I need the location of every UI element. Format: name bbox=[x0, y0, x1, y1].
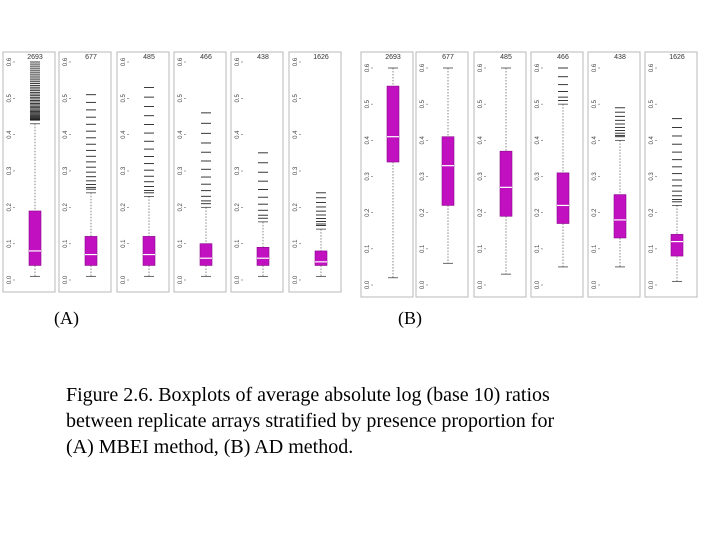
group-count-label: 677 bbox=[85, 54, 97, 61]
panel-0-box-1 bbox=[59, 52, 111, 292]
panel-1-box-2 bbox=[474, 52, 526, 297]
y-tick-label: 0.5 bbox=[63, 94, 69, 103]
y-tick-label: 0.2 bbox=[649, 208, 655, 217]
y-tick-label: 0.1 bbox=[63, 239, 69, 248]
y-tick-label: 0.2 bbox=[365, 208, 371, 217]
iqr-box bbox=[315, 251, 327, 266]
y-tick-label: 0.3 bbox=[592, 172, 598, 181]
iqr-box bbox=[85, 236, 97, 265]
y-tick-label: 0.5 bbox=[365, 99, 371, 109]
iqr-box bbox=[557, 173, 569, 224]
panel-1-box-3 bbox=[531, 52, 583, 297]
iqr-box bbox=[614, 195, 626, 238]
caption-line-3: (A) MBEI method, (B) AD method. bbox=[66, 436, 354, 458]
group-count-label: 485 bbox=[143, 54, 155, 61]
y-tick-label: 0.4 bbox=[649, 136, 655, 145]
y-tick-label: 0.1 bbox=[235, 239, 241, 248]
y-tick-label: 0.0 bbox=[235, 275, 241, 285]
y-tick-label: 0.2 bbox=[478, 208, 484, 217]
y-tick-label: 0.0 bbox=[7, 275, 13, 285]
panel-0-box-2 bbox=[117, 52, 169, 292]
y-tick-label: 0.4 bbox=[121, 130, 127, 139]
y-tick-label: 0.6 bbox=[178, 57, 184, 67]
y-tick-label: 0.6 bbox=[63, 57, 69, 67]
panel-0-box-4 bbox=[231, 52, 283, 292]
y-tick-label: 0.6 bbox=[420, 63, 426, 73]
y-tick-label: 0.6 bbox=[293, 57, 299, 67]
y-tick-label: 0.6 bbox=[478, 63, 484, 73]
y-tick-label: 0.5 bbox=[535, 99, 541, 109]
panel-label-b: (B) bbox=[398, 308, 422, 328]
y-tick-label: 0.3 bbox=[649, 172, 655, 181]
y-tick-label: 0.4 bbox=[63, 130, 69, 139]
y-tick-label: 0.4 bbox=[178, 130, 184, 139]
caption-line-2: between replicate arrays stratified by presence proportion for bbox=[66, 410, 555, 432]
iqr-box bbox=[387, 86, 399, 162]
y-tick-label: 0.4 bbox=[420, 136, 426, 145]
y-tick-label: 0.2 bbox=[592, 208, 598, 217]
y-tick-label: 0.3 bbox=[63, 166, 69, 176]
y-tick-label: 0.4 bbox=[478, 136, 484, 145]
y-tick-label: 0.5 bbox=[235, 94, 241, 103]
figure-caption bbox=[66, 382, 686, 460]
y-tick-label: 0.4 bbox=[7, 130, 13, 139]
y-tick-label: 0.5 bbox=[293, 94, 299, 103]
y-tick-label: 0.0 bbox=[592, 280, 598, 290]
y-tick-label: 0.1 bbox=[7, 239, 13, 248]
panel-0-box-5 bbox=[289, 52, 341, 292]
group-count-label: 2693 bbox=[27, 54, 43, 61]
y-tick-label: 0.1 bbox=[365, 244, 371, 254]
y-tick-label: 0.0 bbox=[293, 275, 299, 285]
y-tick-label: 0.2 bbox=[235, 203, 241, 212]
y-tick-label: 0.1 bbox=[121, 239, 127, 248]
y-tick-label: 0.2 bbox=[420, 208, 426, 217]
y-tick-label: 0.4 bbox=[293, 130, 299, 139]
y-tick-label: 0.2 bbox=[63, 203, 69, 212]
group-count-label: 485 bbox=[500, 54, 512, 61]
y-tick-label: 0.4 bbox=[592, 136, 598, 145]
group-count-label: 1626 bbox=[669, 54, 685, 61]
iqr-box bbox=[257, 247, 269, 265]
y-tick-label: 0.1 bbox=[420, 244, 426, 254]
y-tick-label: 0.6 bbox=[592, 63, 598, 73]
y-tick-label: 0.0 bbox=[178, 275, 184, 285]
y-tick-label: 0.1 bbox=[478, 244, 484, 254]
y-tick-label: 0.0 bbox=[535, 280, 541, 290]
y-tick-label: 0.0 bbox=[649, 280, 655, 290]
iqr-box bbox=[442, 137, 454, 206]
panel-0-box-3 bbox=[174, 52, 226, 292]
y-tick-label: 0.3 bbox=[478, 172, 484, 181]
iqr-box bbox=[29, 211, 41, 266]
y-tick-label: 0.2 bbox=[293, 203, 299, 212]
iqr-box bbox=[500, 151, 512, 216]
y-tick-label: 0.1 bbox=[178, 239, 184, 248]
y-tick-label: 0.3 bbox=[235, 166, 241, 176]
y-tick-label: 0.2 bbox=[121, 203, 127, 212]
y-tick-label: 0.3 bbox=[7, 166, 13, 176]
y-tick-label: 0.5 bbox=[121, 94, 127, 103]
panel-1-box-0 bbox=[361, 52, 413, 297]
iqr-box bbox=[143, 236, 155, 265]
y-tick-label: 0.0 bbox=[365, 280, 371, 290]
panel-1-box-5 bbox=[645, 52, 697, 297]
group-count-label: 438 bbox=[614, 54, 626, 61]
iqr-box bbox=[671, 234, 683, 256]
y-tick-label: 0.6 bbox=[535, 63, 541, 73]
y-tick-label: 0.2 bbox=[7, 203, 13, 212]
y-tick-label: 0.3 bbox=[121, 166, 127, 176]
y-tick-label: 0.5 bbox=[649, 99, 655, 109]
y-tick-label: 0.6 bbox=[649, 63, 655, 73]
panel-1-box-1 bbox=[416, 52, 468, 297]
y-tick-label: 0.3 bbox=[535, 172, 541, 181]
y-tick-label: 0.3 bbox=[420, 172, 426, 181]
y-tick-label: 0.5 bbox=[420, 99, 426, 109]
y-tick-label: 0.5 bbox=[178, 94, 184, 103]
y-tick-label: 0.6 bbox=[365, 63, 371, 73]
y-tick-label: 0.3 bbox=[293, 166, 299, 176]
y-tick-label: 0.5 bbox=[7, 94, 13, 103]
y-tick-label: 0.0 bbox=[121, 275, 127, 285]
y-tick-label: 0.5 bbox=[478, 99, 484, 109]
group-count-label: 466 bbox=[557, 54, 569, 61]
panel-0-box-0 bbox=[3, 52, 55, 292]
y-tick-label: 0.3 bbox=[365, 172, 371, 181]
group-count-label: 1626 bbox=[313, 54, 329, 61]
caption-line-1: Figure 2.6. Boxplots of average absolute log (base 10) ratios bbox=[66, 384, 550, 406]
y-tick-label: 0.4 bbox=[235, 130, 241, 139]
y-tick-label: 0.6 bbox=[7, 57, 13, 67]
y-tick-label: 0.5 bbox=[592, 99, 598, 109]
y-tick-label: 0.2 bbox=[535, 208, 541, 217]
y-tick-label: 0.3 bbox=[178, 166, 184, 176]
y-tick-label: 0.1 bbox=[293, 239, 299, 248]
y-tick-label: 0.1 bbox=[535, 244, 541, 254]
y-tick-label: 0.0 bbox=[63, 275, 69, 285]
group-count-label: 438 bbox=[257, 54, 269, 61]
y-tick-label: 0.4 bbox=[535, 136, 541, 145]
group-count-label: 677 bbox=[442, 54, 454, 61]
iqr-box bbox=[200, 244, 212, 266]
y-tick-label: 0.2 bbox=[178, 203, 184, 212]
y-tick-label: 0.0 bbox=[420, 280, 426, 290]
panel-label-a: (A) bbox=[54, 308, 79, 328]
y-tick-label: 0.1 bbox=[592, 244, 598, 254]
group-count-label: 466 bbox=[200, 54, 212, 61]
y-tick-label: 0.1 bbox=[649, 244, 655, 254]
y-tick-label: 0.6 bbox=[235, 57, 241, 67]
group-count-label: 2693 bbox=[385, 54, 401, 61]
panel-1-box-4 bbox=[588, 52, 640, 297]
y-tick-label: 0.6 bbox=[121, 57, 127, 67]
y-tick-label: 0.4 bbox=[365, 136, 371, 145]
y-tick-label: 0.0 bbox=[478, 280, 484, 290]
